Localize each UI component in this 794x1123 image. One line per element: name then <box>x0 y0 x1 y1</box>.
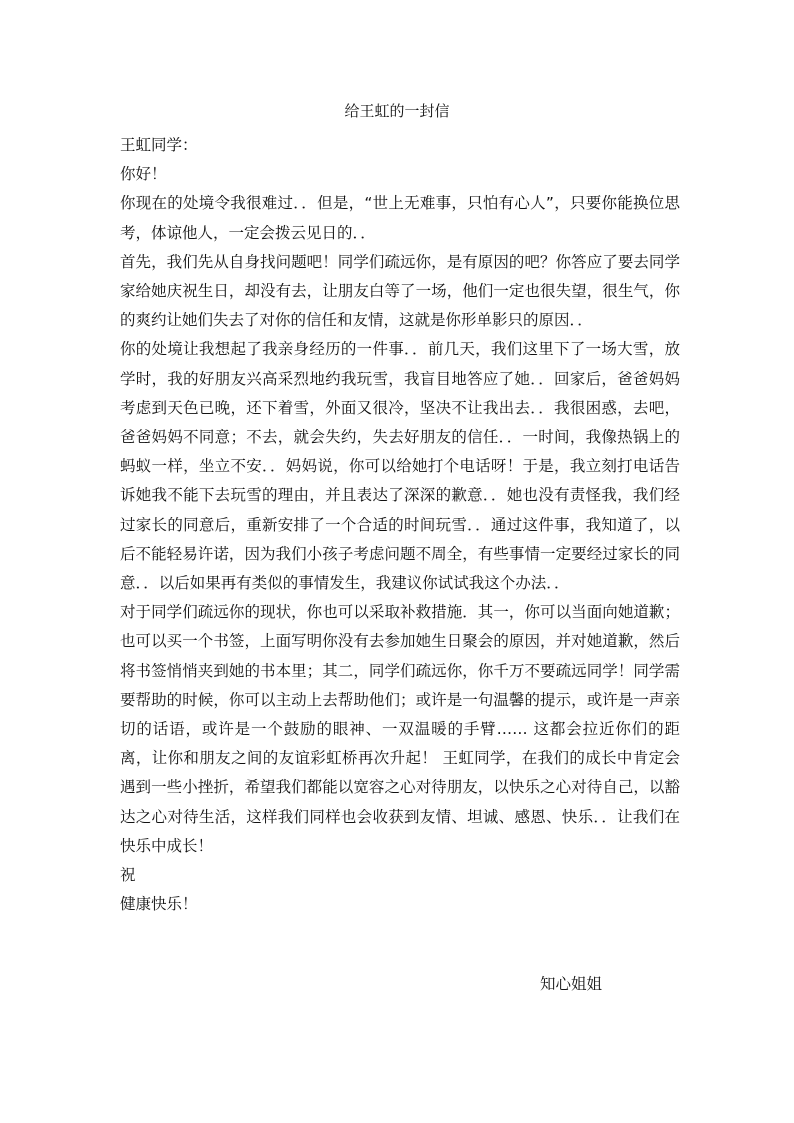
letter-body <box>120 131 680 919</box>
salutation: 王虹同学： <box>120 136 198 154</box>
greeting: 你好！ <box>120 165 167 184</box>
paragraph-2: 首先，我们先从自身找问题吧！同学们疏远你，是有原因的吧？你答应了要去同学家给她庆祝生日，却没有去，让朋友白等了一场，他们一定也很失望，很生气，你的爽约让她们失去了对你的信任和友情，这就是你形单影只的原因．． <box>120 252 680 330</box>
paragraph-3: 你的处境让我想起了我亲身经历的一件事．．前几天，我们这里下了一场大雪，放学时，我的好朋友兴高采烈地约我玩雪，我盲目地答应了她．．回家后，爸爸妈妈考虑到天色已晚，还下着雪，外面又很冷，坚决不让我出去．．我很困惑，去吧，爸爸妈妈不同意；不去，就会失约，失去好朋友的信任．．一时间，我像热锅上的蚂蚁一样，坐立不安．．妈妈说，你可以给她打个电话呀！于是，我立刻打电话告诉她我不能下去玩雪的理由，并且表达了深深的歉意．．她也没有责怪我，我们经过家长的同意后，重新安排了一个合适的时间玩雪．．通过这件事，我知道了，以后不能轻易许诺，因为我们小孩子考虑问题不周全，有些事情一定要经过家长的同意．．以后如果再有类似的事情发生，我建议你试试我这个办法．． <box>120 340 680 593</box>
paragraph-4: 对于同学们疏远你的现状，你也可以采取补救措施．其一，你可以当面向她道歉；也可以买一个书签，上面写明你没有去参加她生日聚会的原因，并对她道歉，然后将书签悄悄夹到她的书本里；其二，同学们疏远你，你千万不要疏远同学！同学需要帮助的时候，你可以主动上去帮助他们；或许是一句温馨的提示，或许是一声亲切的话语，或许是一个鼓励的眼神、一双温暖的手臂…… 这都会拉近你们的距离，让你和朋友之间的友谊彩虹桥再次升起！ 王虹同学，在我们的成长中肯定会遇到一些小挫折，希望我们都能以宽容之心对待朋友，以快乐之心对待自己，以豁达之心对待生活，这样我们同样也会收获到友情、坦诚、感恩、快乐．．让我们在快乐中成长！ <box>120 603 680 855</box>
closing-wish: 健康快乐！ <box>120 895 198 914</box>
signature: 知心姐姐 <box>540 975 603 993</box>
closing-zhu: 祝 <box>120 866 136 885</box>
letter-title: 给王虹的一封信 <box>344 102 450 120</box>
paragraph-1: 你现在的处境令我很难过．．但是，“世上无难事，只怕有心人”，只要你能换位思考，体谅他人，一定会拨云见日的．． <box>120 194 680 242</box>
